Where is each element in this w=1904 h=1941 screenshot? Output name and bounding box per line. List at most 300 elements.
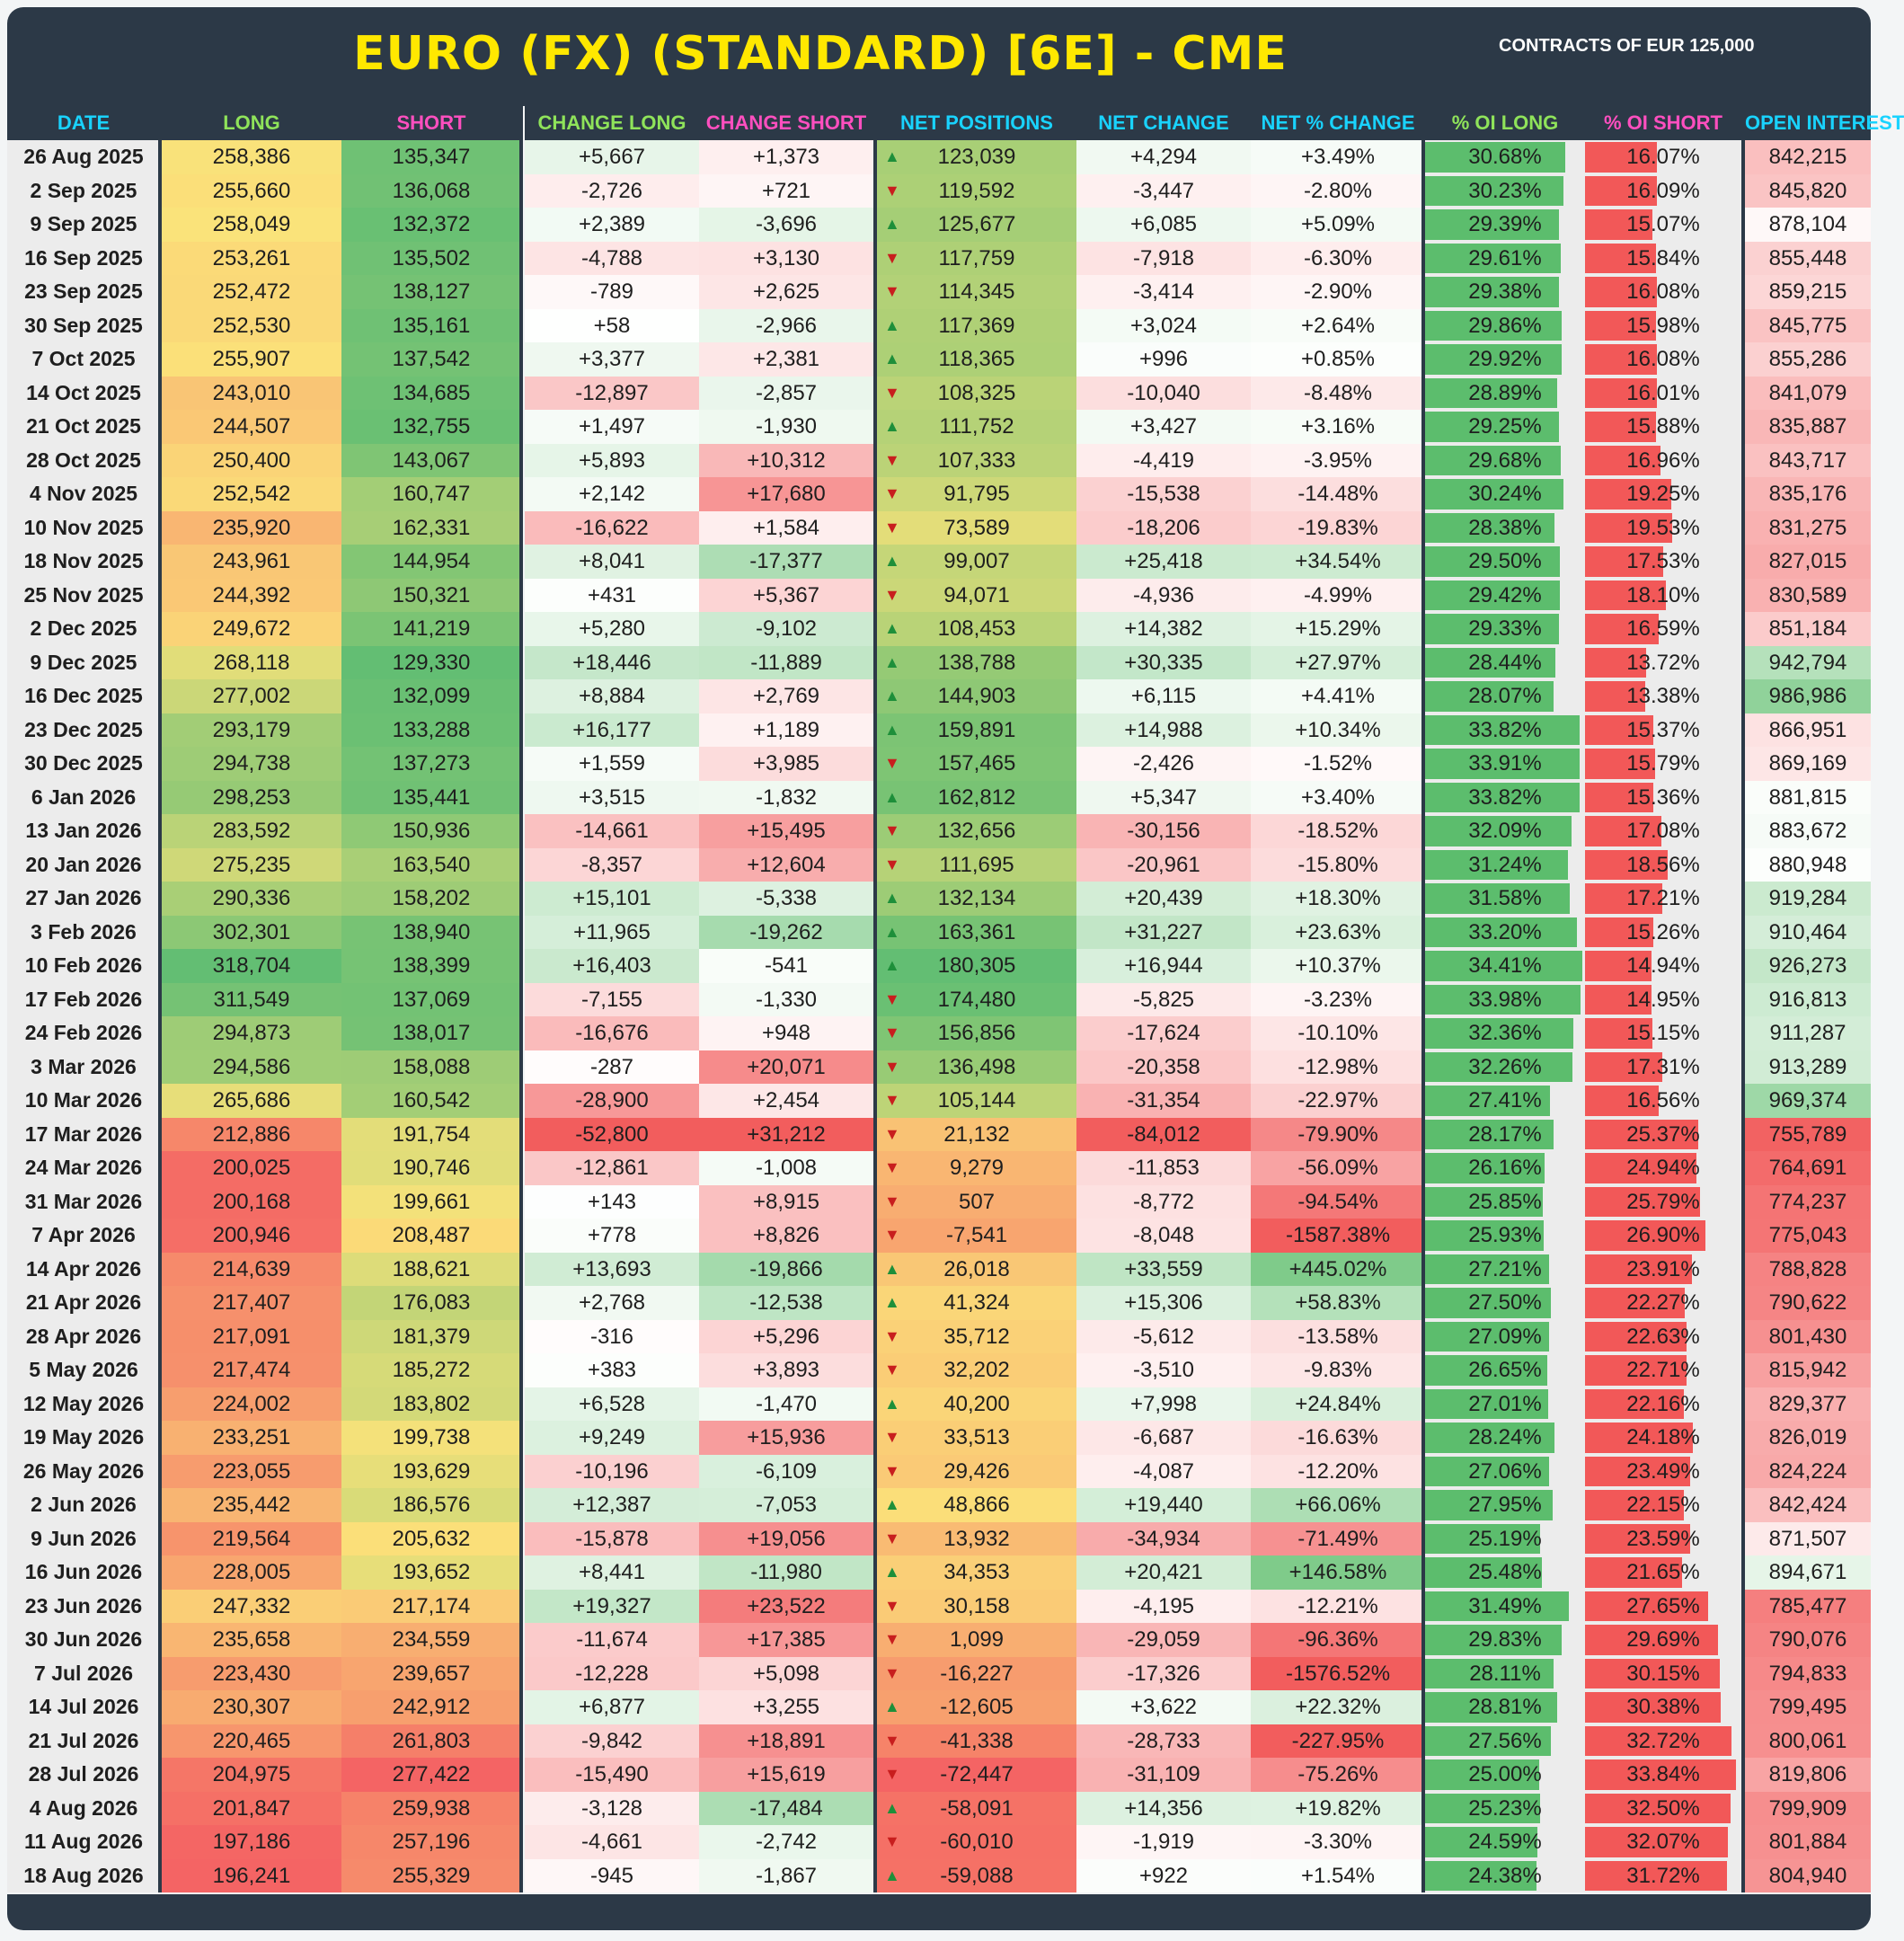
short-cell: 141,219 xyxy=(341,612,521,646)
change-long-cell: -3,128 xyxy=(525,1792,699,1826)
net-position-cell xyxy=(877,377,1076,411)
net-change-cell: -34,934 xyxy=(1076,1522,1251,1556)
net-pct-change-cell: +2.64% xyxy=(1251,309,1425,343)
net-change-cell: +7,998 xyxy=(1076,1387,1251,1422)
change-long-cell: +5,667 xyxy=(525,140,699,174)
short-cell: 162,331 xyxy=(341,511,521,545)
net-change-cell: -3,414 xyxy=(1076,275,1251,309)
net-pct-change-cell: -1587.38% xyxy=(1251,1219,1425,1253)
change-short-cell: +19,056 xyxy=(699,1522,873,1556)
percent-value: 30.38% xyxy=(1626,1695,1700,1719)
oi-short-cell xyxy=(1585,1320,1741,1354)
net-position-cell xyxy=(877,1859,1076,1893)
net-position-value: 40,200 xyxy=(943,1391,1010,1416)
open-interest-cell: 842,215 xyxy=(1745,140,1871,174)
net-position-cell xyxy=(877,1219,1076,1253)
short-cell: 199,661 xyxy=(341,1185,521,1219)
percent-value: 17.53% xyxy=(1626,549,1700,573)
change-long-cell: +1,497 xyxy=(525,410,699,444)
change-long-cell: -14,661 xyxy=(525,814,699,848)
change-short-cell: +8,915 xyxy=(699,1185,873,1219)
short-cell: 185,272 xyxy=(341,1353,521,1387)
net-pct-change-cell: -9.83% xyxy=(1251,1353,1425,1387)
oi-long-cell xyxy=(1425,208,1585,242)
oi-short-cell xyxy=(1585,410,1741,444)
oi-short-cell xyxy=(1585,1859,1741,1893)
open-interest-cell: 815,942 xyxy=(1745,1353,1871,1387)
percent-value: 28.17% xyxy=(1468,1121,1542,1147)
column-separator xyxy=(873,106,877,1892)
oi-long-cell xyxy=(1425,1185,1585,1219)
open-interest-cell: 830,589 xyxy=(1745,579,1871,613)
date-cell: 11 Aug 2026 xyxy=(7,1825,160,1859)
oi-long-cell xyxy=(1425,1455,1585,1489)
down-arrow-icon: ▼ xyxy=(884,1428,900,1446)
short-cell: 137,273 xyxy=(341,747,521,781)
oi-long-cell xyxy=(1425,242,1585,276)
short-cell: 261,803 xyxy=(341,1724,521,1759)
change-long-cell: -52,800 xyxy=(525,1118,699,1152)
open-interest-cell: 831,275 xyxy=(1745,511,1871,545)
net-position-cell xyxy=(877,477,1076,511)
net-position-value: 174,480 xyxy=(937,987,1016,1012)
up-arrow-icon: ▲ xyxy=(884,652,900,671)
net-pct-change-cell: +1.54% xyxy=(1251,1859,1425,1893)
short-cell: 183,802 xyxy=(341,1387,521,1422)
date-cell: 12 May 2026 xyxy=(7,1387,160,1422)
short-cell: 138,399 xyxy=(341,949,521,983)
net-position-cell xyxy=(877,1016,1076,1050)
long-cell: 298,253 xyxy=(162,781,341,815)
net-position-cell xyxy=(877,242,1076,276)
percent-value: 29.42% xyxy=(1468,582,1542,607)
net-pct-change-cell: +34.54% xyxy=(1251,545,1425,579)
down-arrow-icon: ▼ xyxy=(884,1158,900,1176)
net-pct-change-cell: +5.09% xyxy=(1251,208,1425,242)
short-cell: 135,441 xyxy=(341,781,521,815)
short-cell: 138,127 xyxy=(341,275,521,309)
up-arrow-icon: ▲ xyxy=(884,956,900,974)
oi-short-cell xyxy=(1585,1387,1741,1422)
open-interest-cell: 851,184 xyxy=(1745,612,1871,646)
open-interest-cell: 842,424 xyxy=(1745,1488,1871,1522)
open-interest-cell: 913,289 xyxy=(1745,1050,1871,1085)
short-cell: 205,632 xyxy=(341,1522,521,1556)
change-short-cell: +31,212 xyxy=(699,1118,873,1152)
long-cell: 230,307 xyxy=(162,1690,341,1724)
short-cell: 135,161 xyxy=(341,309,521,343)
change-short-cell: -7,053 xyxy=(699,1488,873,1522)
net-position-cell xyxy=(877,444,1076,478)
open-interest-cell: 794,833 xyxy=(1745,1657,1871,1691)
date-cell: 2 Sep 2025 xyxy=(7,174,160,208)
short-cell: 150,936 xyxy=(341,814,521,848)
net-position-cell xyxy=(877,1590,1076,1624)
net-position-cell xyxy=(877,814,1076,848)
date-cell: 25 Nov 2025 xyxy=(7,579,160,613)
up-arrow-icon: ▲ xyxy=(884,687,900,705)
oi-short-cell xyxy=(1585,1724,1741,1759)
change-short-cell: +8,826 xyxy=(699,1219,873,1253)
date-cell: 13 Jan 2026 xyxy=(7,814,160,848)
date-cell: 5 May 2026 xyxy=(7,1353,160,1387)
down-arrow-icon: ▼ xyxy=(884,1124,900,1143)
net-position-value: 30,158 xyxy=(943,1593,1010,1618)
net-change-cell: +33,559 xyxy=(1076,1253,1251,1287)
change-short-cell: -5,338 xyxy=(699,882,873,916)
down-arrow-icon: ▼ xyxy=(884,585,900,604)
percent-value: 17.31% xyxy=(1626,1054,1700,1079)
long-cell: 217,091 xyxy=(162,1320,341,1354)
oi-long-cell xyxy=(1425,1151,1585,1185)
percent-value: 24.38% xyxy=(1468,1863,1542,1888)
oi-short-cell xyxy=(1585,1522,1741,1556)
percent-value: 32.07% xyxy=(1626,1830,1700,1854)
percent-value: 29.86% xyxy=(1468,313,1542,338)
change-short-cell: +17,680 xyxy=(699,477,873,511)
long-cell: 294,738 xyxy=(162,747,341,781)
net-position-cell xyxy=(877,511,1076,545)
oi-long-cell xyxy=(1425,1320,1585,1354)
contract-size-note: CONTRACTS OF EUR 125,000 xyxy=(1499,36,1755,56)
percent-value: 27.50% xyxy=(1468,1290,1542,1315)
net-position-value: 29,426 xyxy=(943,1458,1010,1484)
date-cell: 30 Jun 2026 xyxy=(7,1623,160,1657)
percent-value: 24.18% xyxy=(1626,1425,1700,1449)
net-position-cell xyxy=(877,1455,1076,1489)
date-cell: 4 Nov 2025 xyxy=(7,477,160,511)
change-short-cell: -19,866 xyxy=(699,1253,873,1287)
net-change-cell: +31,227 xyxy=(1076,916,1251,950)
percent-value: 22.15% xyxy=(1626,1493,1700,1517)
oi-short-cell xyxy=(1585,1151,1741,1185)
short-cell: 186,576 xyxy=(341,1488,521,1522)
change-short-cell: -1,470 xyxy=(699,1387,873,1422)
oi-short-cell xyxy=(1585,1353,1741,1387)
net-change-cell: -31,109 xyxy=(1076,1758,1251,1792)
percent-value: 25.23% xyxy=(1468,1795,1542,1821)
net-position-value: 123,039 xyxy=(937,145,1016,169)
up-arrow-icon: ▲ xyxy=(884,720,900,739)
open-interest-cell: 866,951 xyxy=(1745,713,1871,748)
net-change-cell: -20,358 xyxy=(1076,1050,1251,1085)
date-cell: 28 Oct 2025 xyxy=(7,444,160,478)
net-pct-change-cell: -94.54% xyxy=(1251,1185,1425,1219)
net-position-value: 180,305 xyxy=(937,953,1016,978)
long-cell: 212,886 xyxy=(162,1118,341,1152)
change-short-cell: -9,102 xyxy=(699,612,873,646)
long-cell: 243,010 xyxy=(162,377,341,411)
percent-value: 22.71% xyxy=(1626,1358,1700,1382)
net-position-value: 94,071 xyxy=(943,582,1010,607)
date-cell: 21 Jul 2026 xyxy=(7,1724,160,1759)
percent-value: 29.69% xyxy=(1626,1627,1700,1652)
oi-short-cell xyxy=(1585,1590,1741,1624)
open-interest-cell: 826,019 xyxy=(1745,1421,1871,1455)
oi-short-cell xyxy=(1585,949,1741,983)
net-position-value: 136,498 xyxy=(937,1054,1016,1079)
net-position-value: 41,324 xyxy=(943,1290,1010,1315)
net-pct-change-cell: -71.49% xyxy=(1251,1522,1425,1556)
long-cell: 265,686 xyxy=(162,1084,341,1118)
oi-long-cell xyxy=(1425,477,1585,511)
open-interest-cell: 880,948 xyxy=(1745,848,1871,882)
down-arrow-icon: ▼ xyxy=(884,282,900,300)
short-cell: 176,083 xyxy=(341,1286,521,1320)
net-change-cell: -20,961 xyxy=(1076,848,1251,882)
percent-value: 15.98% xyxy=(1626,313,1700,338)
net-position-cell xyxy=(877,410,1076,444)
percent-value: 30.23% xyxy=(1468,178,1542,203)
net-position-cell xyxy=(877,916,1076,950)
net-position-value: 144,903 xyxy=(937,684,1016,708)
oi-long-cell xyxy=(1425,140,1585,174)
percent-value: 25.48% xyxy=(1468,1560,1542,1584)
long-cell: 311,549 xyxy=(162,983,341,1017)
column-header-open-interest: OPEN INTEREST xyxy=(1745,106,1871,140)
net-position-cell xyxy=(877,949,1076,983)
change-long-cell: -2,726 xyxy=(525,174,699,208)
change-short-cell: +2,381 xyxy=(699,342,873,377)
oi-long-cell xyxy=(1425,916,1585,950)
long-cell: 244,507 xyxy=(162,410,341,444)
short-cell: 242,912 xyxy=(341,1690,521,1724)
change-short-cell: +948 xyxy=(699,1016,873,1050)
net-position-cell xyxy=(877,612,1076,646)
up-arrow-icon: ▲ xyxy=(884,1866,900,1884)
down-arrow-icon: ▼ xyxy=(884,1630,900,1648)
open-interest-cell: 969,374 xyxy=(1745,1084,1871,1118)
change-short-cell: -2,966 xyxy=(699,309,873,343)
open-interest-cell: 790,622 xyxy=(1745,1286,1871,1320)
change-long-cell: +3,515 xyxy=(525,781,699,815)
net-position-cell xyxy=(877,342,1076,377)
long-cell: 200,025 xyxy=(162,1151,341,1185)
percent-value: 25.79% xyxy=(1626,1189,1700,1214)
percent-value: 23.49% xyxy=(1626,1458,1700,1484)
net-position-value: 107,333 xyxy=(937,448,1016,473)
net-position-value: 111,752 xyxy=(939,414,1014,439)
net-position-cell xyxy=(877,1387,1076,1422)
net-position-cell xyxy=(877,1657,1076,1691)
change-long-cell: +2,142 xyxy=(525,477,699,511)
down-arrow-icon: ▼ xyxy=(884,383,900,402)
net-change-cell: +6,115 xyxy=(1076,679,1251,713)
change-short-cell: +5,098 xyxy=(699,1657,873,1691)
open-interest-cell: 942,794 xyxy=(1745,646,1871,680)
short-cell: 181,379 xyxy=(341,1320,521,1354)
oi-long-cell xyxy=(1425,646,1585,680)
change-long-cell: -287 xyxy=(525,1050,699,1085)
long-cell: 235,658 xyxy=(162,1623,341,1657)
oi-long-cell xyxy=(1425,747,1585,781)
oi-short-cell xyxy=(1585,1623,1741,1657)
date-cell: 7 Apr 2026 xyxy=(7,1219,160,1253)
up-arrow-icon: ▲ xyxy=(884,1697,900,1715)
open-interest-cell: 800,061 xyxy=(1745,1724,1871,1759)
date-cell: 31 Mar 2026 xyxy=(7,1185,160,1219)
percent-value: 29.25% xyxy=(1468,414,1542,439)
long-cell: 247,332 xyxy=(162,1590,341,1624)
date-cell: 30 Sep 2025 xyxy=(7,309,160,343)
oi-short-cell xyxy=(1585,140,1741,174)
net-position-value: 105,144 xyxy=(937,1088,1016,1112)
net-pct-change-cell: -4.99% xyxy=(1251,579,1425,613)
date-cell: 26 Aug 2025 xyxy=(7,140,160,174)
net-change-cell: +4,294 xyxy=(1076,140,1251,174)
net-position-value: -7,541 xyxy=(945,1223,1008,1247)
change-short-cell: +3,985 xyxy=(699,747,873,781)
oi-short-cell xyxy=(1585,242,1741,276)
open-interest-cell: 894,671 xyxy=(1745,1555,1871,1590)
net-position-cell xyxy=(877,1151,1076,1185)
net-pct-change-cell: -19.83% xyxy=(1251,511,1425,545)
percent-value: 26.90% xyxy=(1626,1223,1700,1247)
long-cell: 294,586 xyxy=(162,1050,341,1085)
date-cell: 23 Jun 2026 xyxy=(7,1590,160,1624)
open-interest-cell: 755,789 xyxy=(1745,1118,1871,1152)
net-pct-change-cell: +58.83% xyxy=(1251,1286,1425,1320)
date-cell: 17 Feb 2026 xyxy=(7,983,160,1017)
change-short-cell: -1,008 xyxy=(699,1151,873,1185)
short-cell: 234,559 xyxy=(341,1623,521,1657)
date-cell: 30 Dec 2025 xyxy=(7,747,160,781)
net-change-cell: +922 xyxy=(1076,1859,1251,1893)
net-change-cell: +15,306 xyxy=(1076,1286,1251,1320)
oi-long-cell xyxy=(1425,444,1585,478)
change-long-cell: +1,559 xyxy=(525,747,699,781)
net-position-cell xyxy=(877,1353,1076,1387)
net-change-cell: -4,936 xyxy=(1076,579,1251,613)
net-pct-change-cell: +24.84% xyxy=(1251,1387,1425,1422)
short-cell: 217,174 xyxy=(341,1590,521,1624)
net-position-value: 157,465 xyxy=(937,751,1016,776)
down-arrow-icon: ▼ xyxy=(884,1024,900,1041)
long-cell: 244,392 xyxy=(162,579,341,613)
net-change-cell: -5,612 xyxy=(1076,1320,1251,1354)
net-pct-change-cell: +22.32% xyxy=(1251,1690,1425,1724)
short-cell: 193,652 xyxy=(341,1555,521,1590)
net-pct-change-cell: -12.98% xyxy=(1251,1050,1425,1085)
long-cell: 223,055 xyxy=(162,1455,341,1489)
short-cell: 158,202 xyxy=(341,882,521,916)
long-cell: 250,400 xyxy=(162,444,341,478)
net-change-cell: -6,687 xyxy=(1076,1421,1251,1455)
net-change-cell: +20,439 xyxy=(1076,882,1251,916)
short-cell: 129,330 xyxy=(341,646,521,680)
up-arrow-icon: ▲ xyxy=(884,1259,900,1278)
percent-value: 33.84% xyxy=(1626,1762,1700,1786)
column-header-oi-long-pct: % OI LONG xyxy=(1425,106,1585,140)
percent-value: 30.15% xyxy=(1626,1661,1700,1686)
percent-value: 16.08% xyxy=(1626,279,1700,304)
percent-value: 29.38% xyxy=(1468,279,1542,304)
short-cell: 132,372 xyxy=(341,208,521,242)
net-change-cell: -15,538 xyxy=(1076,477,1251,511)
change-short-cell: +15,495 xyxy=(699,814,873,848)
open-interest-cell: 855,448 xyxy=(1745,242,1871,276)
net-change-cell: +3,024 xyxy=(1076,309,1251,343)
net-pct-change-cell: -15.80% xyxy=(1251,848,1425,882)
up-arrow-icon: ▲ xyxy=(884,619,900,637)
percent-value: 19.53% xyxy=(1626,515,1700,540)
net-pct-change-cell: -56.09% xyxy=(1251,1151,1425,1185)
change-short-cell: -17,377 xyxy=(699,545,873,579)
net-position-value: -60,010 xyxy=(940,1830,1014,1854)
oi-short-cell xyxy=(1585,1050,1741,1085)
open-interest-cell: 829,377 xyxy=(1745,1387,1871,1422)
date-cell: 4 Aug 2026 xyxy=(7,1792,160,1826)
oi-long-cell xyxy=(1425,1724,1585,1759)
percent-value: 27.09% xyxy=(1468,1324,1542,1349)
up-arrow-icon: ▲ xyxy=(884,922,900,941)
net-position-value: 132,656 xyxy=(937,819,1016,843)
oi-long-cell xyxy=(1425,1657,1585,1691)
date-cell: 28 Jul 2026 xyxy=(7,1758,160,1792)
change-long-cell: -7,155 xyxy=(525,983,699,1017)
percent-value: 30.24% xyxy=(1468,482,1542,506)
oi-short-cell xyxy=(1585,174,1741,208)
oi-short-cell xyxy=(1585,814,1741,848)
oi-short-cell xyxy=(1585,309,1741,343)
net-change-cell: -31,354 xyxy=(1076,1084,1251,1118)
net-position-cell xyxy=(877,1185,1076,1219)
long-cell: 197,186 xyxy=(162,1825,341,1859)
change-long-cell: +13,693 xyxy=(525,1253,699,1287)
long-cell: 268,118 xyxy=(162,646,341,680)
change-long-cell: +383 xyxy=(525,1353,699,1387)
net-position-cell xyxy=(877,545,1076,579)
open-interest-cell: 819,806 xyxy=(1745,1758,1871,1792)
open-interest-cell: 824,224 xyxy=(1745,1455,1871,1489)
change-short-cell: -11,889 xyxy=(699,646,873,680)
up-arrow-icon: ▲ xyxy=(884,1798,900,1817)
down-arrow-icon: ▼ xyxy=(884,989,900,1008)
net-change-cell: +30,335 xyxy=(1076,646,1251,680)
change-short-cell: -2,857 xyxy=(699,377,873,411)
percent-value: 15.37% xyxy=(1626,717,1700,742)
net-position-cell xyxy=(877,140,1076,174)
net-position-cell xyxy=(877,1522,1076,1556)
date-cell: 27 Jan 2026 xyxy=(7,882,160,916)
up-arrow-icon: ▲ xyxy=(884,215,900,233)
column-header-date: DATE xyxy=(7,106,160,140)
oi-short-cell xyxy=(1585,342,1741,377)
oi-short-cell xyxy=(1585,1185,1741,1219)
short-cell: 190,746 xyxy=(341,1151,521,1185)
oi-short-cell xyxy=(1585,1118,1741,1152)
up-arrow-icon: ▲ xyxy=(884,147,900,165)
net-position-value: -12,605 xyxy=(940,1695,1014,1719)
percent-value: 28.11% xyxy=(1469,1661,1541,1686)
down-arrow-icon: ▼ xyxy=(884,1326,900,1345)
percent-value: 27.06% xyxy=(1468,1458,1542,1484)
footer-bar xyxy=(7,1894,1871,1930)
percent-value: 31.72% xyxy=(1626,1863,1700,1888)
change-long-cell: +5,893 xyxy=(525,444,699,478)
down-arrow-icon: ▼ xyxy=(884,1663,900,1682)
oi-short-cell xyxy=(1585,511,1741,545)
long-cell: 200,168 xyxy=(162,1185,341,1219)
percent-value: 13.38% xyxy=(1626,684,1700,708)
oi-short-cell xyxy=(1585,916,1741,950)
net-pct-change-cell: +23.63% xyxy=(1251,916,1425,950)
net-pct-change-cell: -13.58% xyxy=(1251,1320,1425,1354)
percent-value: 33.82% xyxy=(1468,784,1542,810)
change-short-cell: -2,742 xyxy=(699,1825,873,1859)
column-header-net-pct-change: NET % CHANGE xyxy=(1251,106,1425,140)
short-cell: 239,657 xyxy=(341,1657,521,1691)
